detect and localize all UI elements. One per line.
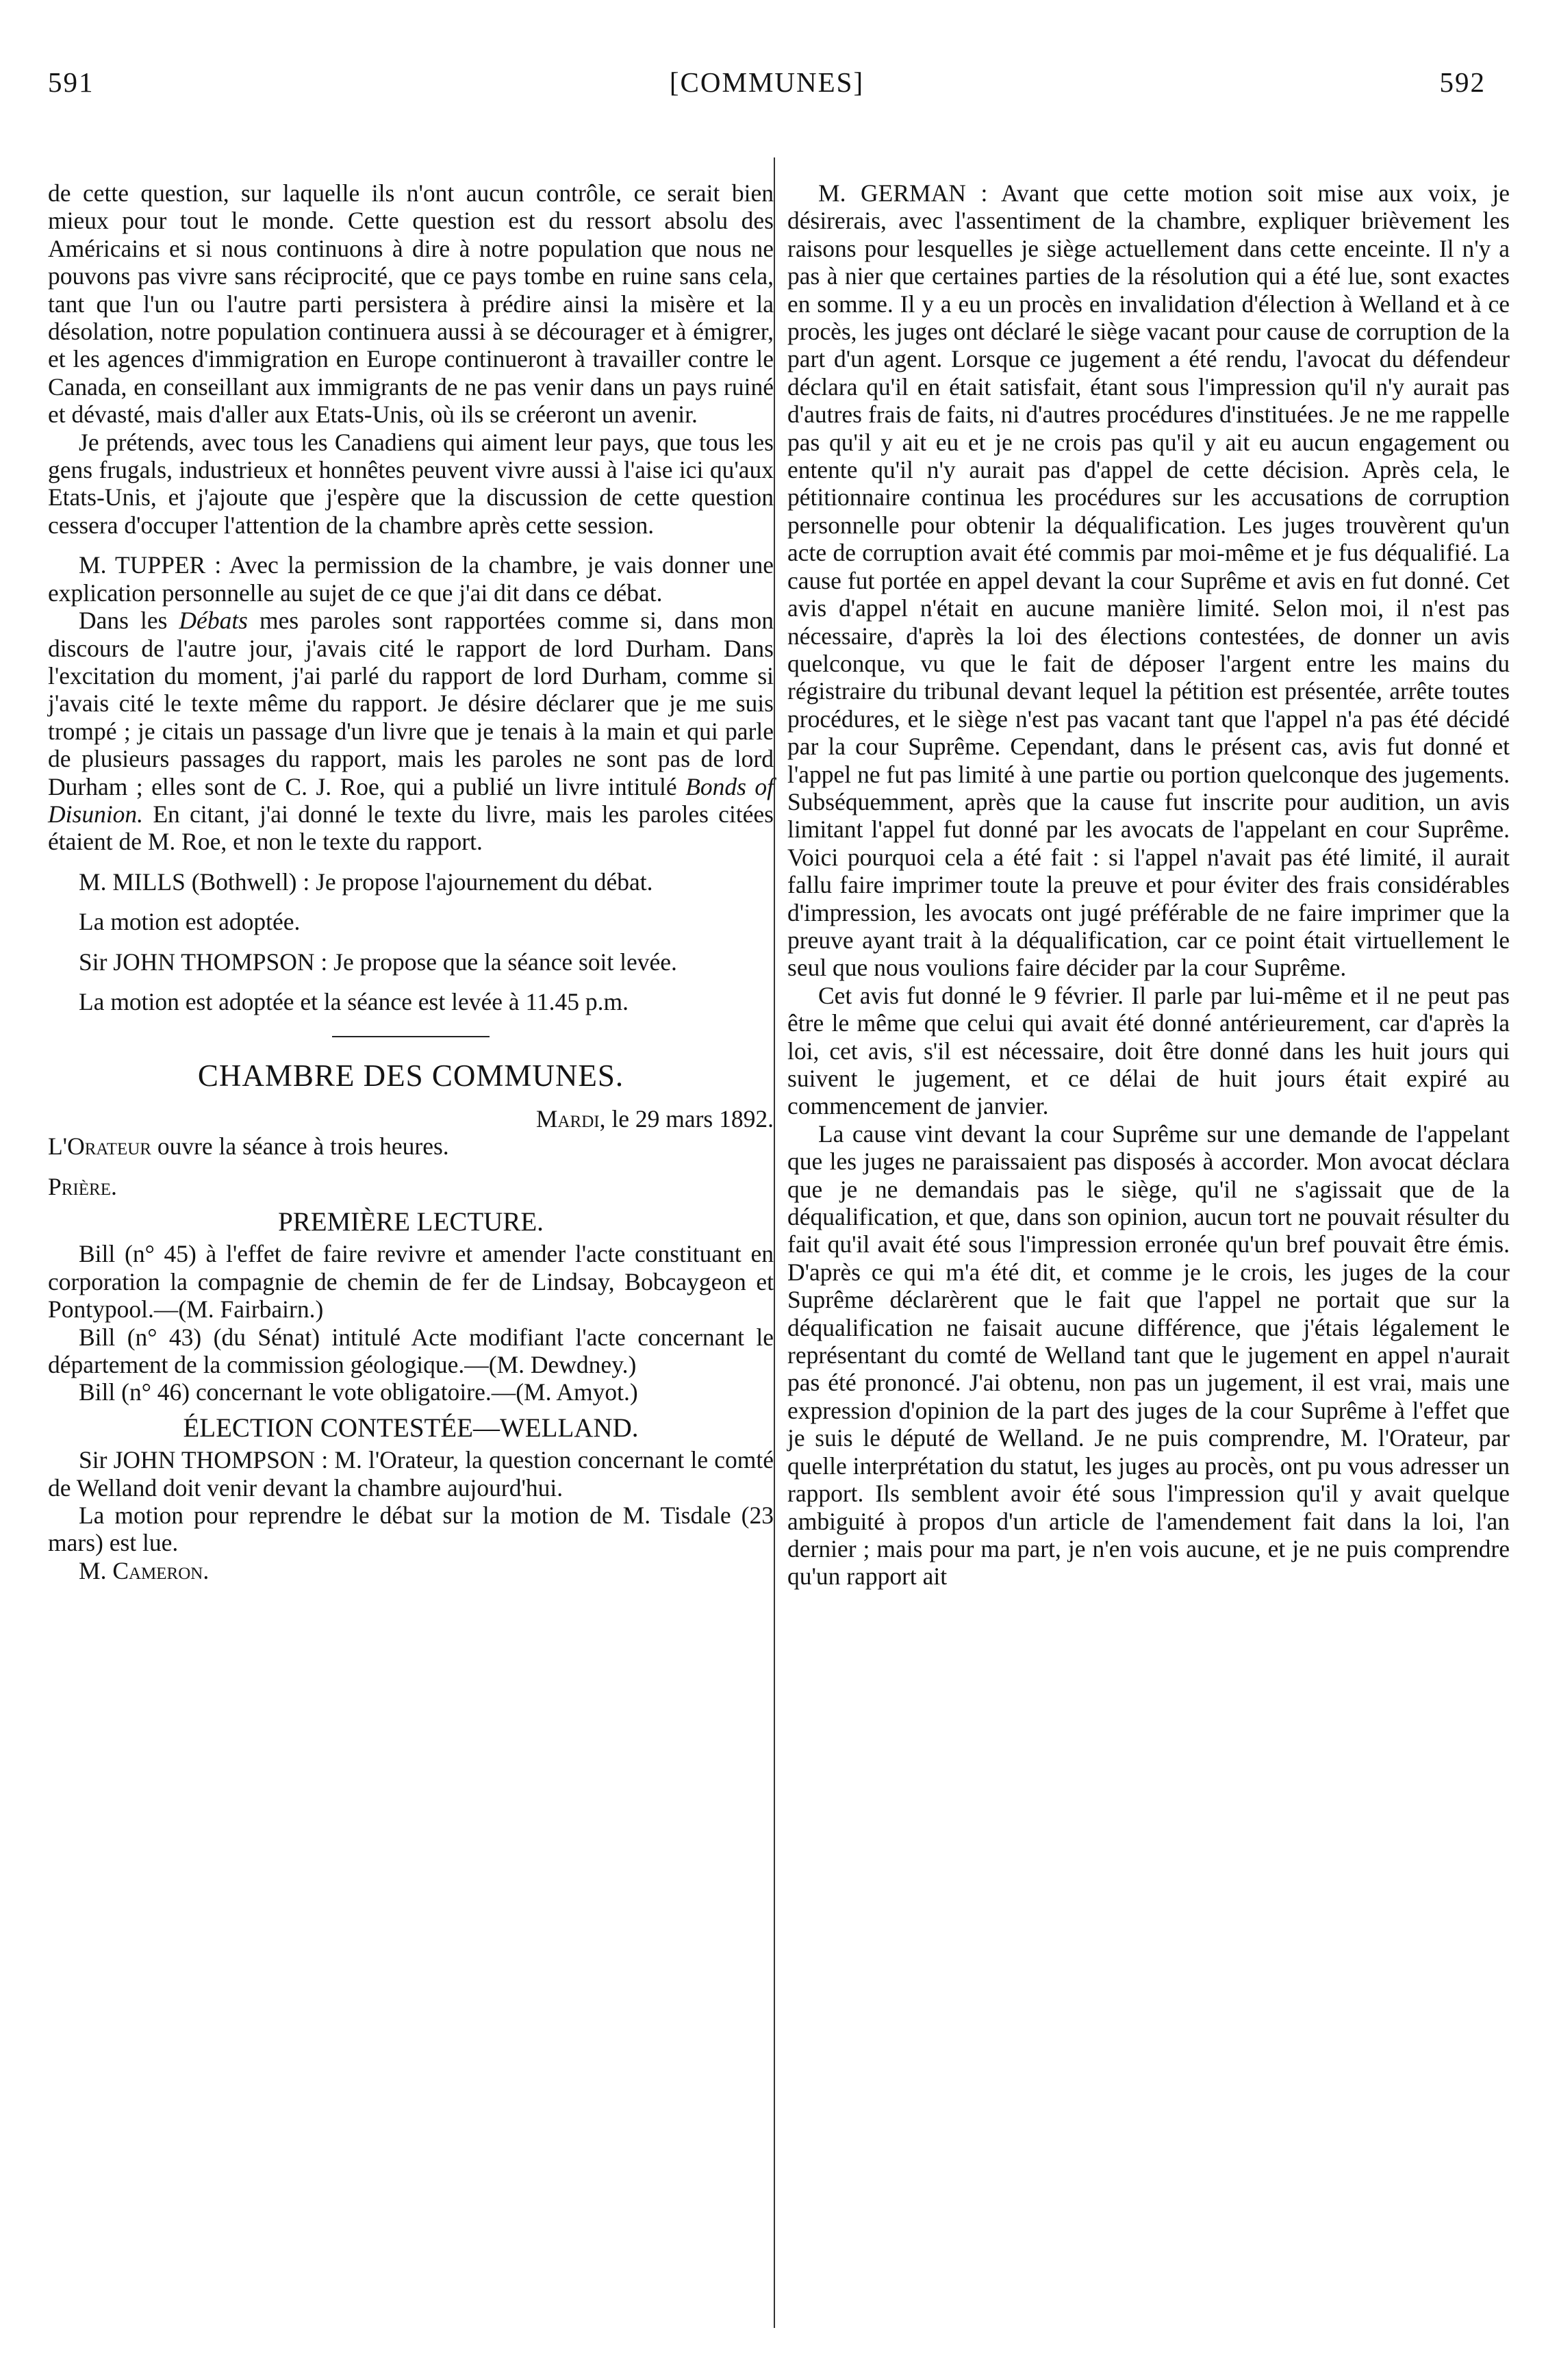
right-column [787, 179, 1510, 1591]
section-heading: PREMIÈRE LECTURE. [278, 1207, 544, 1237]
paragraph: La motion pour reprendre le débat sur la motion de M. Tisdale (23 mars) est lue. [48, 1502, 774, 1557]
speech-thompson: Sir JOHN THOMPSON : M. l'Orateur, la question concernant le comté de Welland doit venir devant la chambre aujourd'hui. [48, 1446, 774, 1502]
speaker-name: M. GERMAN : [818, 179, 988, 207]
motion-result: La motion est adoptée et la séance est levée à 11.45 p.m. [79, 987, 629, 1015]
paragraph: de cette question, sur laquelle ils n'ont aucun contrôle, ce serait bien mieux pour tout le monde. Cette question est du ressort absolu des Américains et si nous continuons à dire à notre population que nous ne pouvons pas vivre sans réciprocité, que ce pays tombe en ruine sans cela, tant que l'un ou l'autre parti persistera à prédire ainsi la misère et la désolation, notre population continuera aussi à se décourager et à émigrer, et les agences d'immigration en Europe continueront à travailler contre le Canada, en conseillant aux immigrants de ne pas venir dans un pays ruiné et dévasté, mais d'aller aux Etats-Unis, où ils se créeront un avenir. [48, 179, 774, 429]
paragraph: Cet avis fut donné le 9 février. Il parle par lui-même et il ne peut pas être le même que celui qui avait été donné antérieurement, car d'après la loi, cet avis, s'il est nécessaire, doit être donné dans les huit jours qui suivent le jugement, et ce délai de huit jours était expiré au commencement de janvier. [787, 981, 1510, 1120]
speech-mills: M. MILLS (Bothwell) : Je propose l'ajournement du débat. [79, 868, 653, 896]
bill-item: Bill (n° 43) (du Sénat) intitulé Acte modifiant l'acte concernant le département de la commission géologique.—(M. Dewdney.) [48, 1323, 774, 1379]
running-head: [COMMUNES] [669, 66, 865, 98]
column-divider [774, 157, 775, 2328]
section-heading: ÉLECTION CONTESTÉE—WELLAND. [183, 1413, 639, 1443]
motion-result: La motion est adoptée. [79, 908, 301, 936]
speaker-name: M. TUPPER : [79, 551, 222, 579]
page-number-right: 592 [1439, 66, 1486, 98]
sitting-date: Mardi, le 29 mars 1892. [535, 1104, 774, 1132]
paragraph: La cause vint devant la cour Suprême sur une demande de l'appelant que les juges ne paraissaient pas disposés à accorder. Mon avocat déclara que je ne demandais pas le siège, qu'il ne s'agissait que de la déqualification, et que, dans son opinion, aucun tort ne pouvait résulter du fait qu'il avait été sous l'impression erronée qu'un bref pouvait être émis. D'après ce qui m'a été dit, et comme je le crois, les juges de la cour Suprême déclarèrent que le fait que l'appel ne portait que sur la déqualification ne faisait aucune différence, que j'étais légalement le représentant du comté de Welland tant que le jugement en appel n'aurait pas été prononcé. J'ai obtenu, non pas un jugement, il est vrai, mais une expression d'opinion de la part des juges de la cour Suprême à l'effet que je suis le député de Welland. Je ne puis comprendre, M. l'Orateur, par quelle interprétation du statut, les juges au procès, ont pu vous adresser un rapport. Ils semblent avoir été sous l'impression qu'il y avait quelque ambiguité à propos d'un article de l'amendement fait dans la loi, l'an dernier ; mais pour ma part, je n'en vois aucune, et je ne puis comprendre qu'un rapport ait [787, 1119, 1510, 1591]
page-number-left: 591 [48, 66, 94, 98]
speaker-name: M. MILLS (Bothwell) : [79, 868, 310, 896]
speaker-name: Sir JOHN THOMPSON : [79, 1446, 329, 1474]
section-separator [332, 1036, 490, 1037]
page-header [48, 66, 1486, 114]
speaker-name: Sir JOHN THOMPSON : [79, 948, 328, 976]
bill-item: Bill (n° 45) à l'effet de faire revivre et amender l'acte constituant en corporation la compagnie de chemin de fer de Lindsay, Bobcaygeon et Pontypool.—(M. Fairbairn.) [48, 1240, 774, 1324]
bill-item: Bill (n° 46) concernant le vote obligatoire.—(M. Amyot.) [79, 1378, 638, 1406]
speech-german: M. GERMAN : Avant que cette motion soit mise aux voix, je désirerais, avec l'assentiment de la chambre, expliquer brièvement les raisons pour lesquelles je siège actuellement dans cette enceinte. Il n'y a pas à nier que certaines parties de la résolution qui a été lue, sont exactes en somme. Il y a eu un procès en invalidation d'élection à Welland et à ce procès, les juges ont déclaré le siège vacant pour cause de corruption de la part d'un agent. Lorsque ce jugement a été rendu, l'avocat du défendeur déclara qu'il en était satisfait, étant sous l'impression qu'il n'y aurait pas d'autres frais de faits, ni d'autres procédures d'instituées. Je ne me rappelle pas qu'il y ait eu et je ne crois pas qu'il y ait eu aucun engagement ou entente qu'il n'y aurait pas d'appel de cette décision. Après cela, le pétitionnaire continua les procédures sur les accusations de corruption personnelle pour obtenir la déqualification. Les juges trouvèrent qu'un acte de corruption avait été commis par moi-même et je fus déqualifié. La cause fut portée en appel devant la cour Suprême et avis en fut donné. Cet avis d'appel n'était en aucune manière limité. Selon moi, il n'est pas nécessaire, d'après la loi des élections contestées, de donner un avis quelconque, vu que le fait de déposer l'argent entre les mains du régistraire du tribunal devant lequel la pétition est présentée, arrête toutes procédures, et le siège n'est pas vacant tant que l'appel n'a pas été décidé par la cour Suprême. Cependant, dans le présent cas, avis fut donné et l'appel ne fut pas limité à une partie ou portion quelconque des jugements. Subséquemment, après que la cause fut inscrite pour audition, un avis limitant l'appel fut donné par les avocats de l'appelant en cour Suprême. Voici pourquoi cela a été fait : si l'appel n'avait pas été limité, il aurait fallu faire imprimer toute la preuve et pour éviter des frais considérables d'impression, les avocats ont jugé préférable de ne faire imprimer que la preuve ayant trait à la déqualification, car ce point était virtuellement le seul que nous voulions faire décider par la cour Suprême. [787, 179, 1510, 982]
opening-line: L'Orateur ouvre la séance à trois heures. [48, 1132, 449, 1161]
speaker-line: M. Cameron. [79, 1556, 210, 1584]
prayer-line: Prière. [48, 1172, 117, 1200]
house-title: CHAMBRE DES COMMUNES. [197, 1059, 624, 1093]
speech-tupper: M. TUPPER : Avec la permission de la chambre, je vais donner une explication personnelle au sujet de ce que j'ai dit dans ce débat. [48, 551, 774, 607]
left-column [48, 179, 774, 1584]
speech-thompson: Sir JOHN THOMPSON : Je propose que la séance soit levée. [79, 948, 677, 976]
paragraph: Dans les Débats mes paroles sont rapportées comme si, dans mon discours de l'autre jour, j'avais cité le rapport de lord Durham. Dans l'excitation du moment, j'ai parlé du rapport de lord Durham, comme si j'avais cité le texte même du rapport. Je désire déclarer que je me suis trompé ; je citais un passage d'un livre que je tenais à la main et qui parle de plusieurs passages du rapport, mais les paroles ne sont pas de lord Durham ; elles sont de C. J. Roe, qui a publié un livre intitulé Bonds of Disunion. En citant, j'ai donné le texte du livre, mais les paroles citées étaient de M. Roe, et non le texte du rapport. [48, 607, 774, 856]
paragraph: Je prétends, avec tous les Canadiens qui aiment leur pays, que tous les gens frugals, industrieux et honnêtes peuvent vivre aussi à l'aise ici qu'aux Etats-Unis, et j'ajoute que j'espère que la discussion de cette question cessera d'occuper l'attention de la chambre après cette session. [48, 428, 774, 539]
